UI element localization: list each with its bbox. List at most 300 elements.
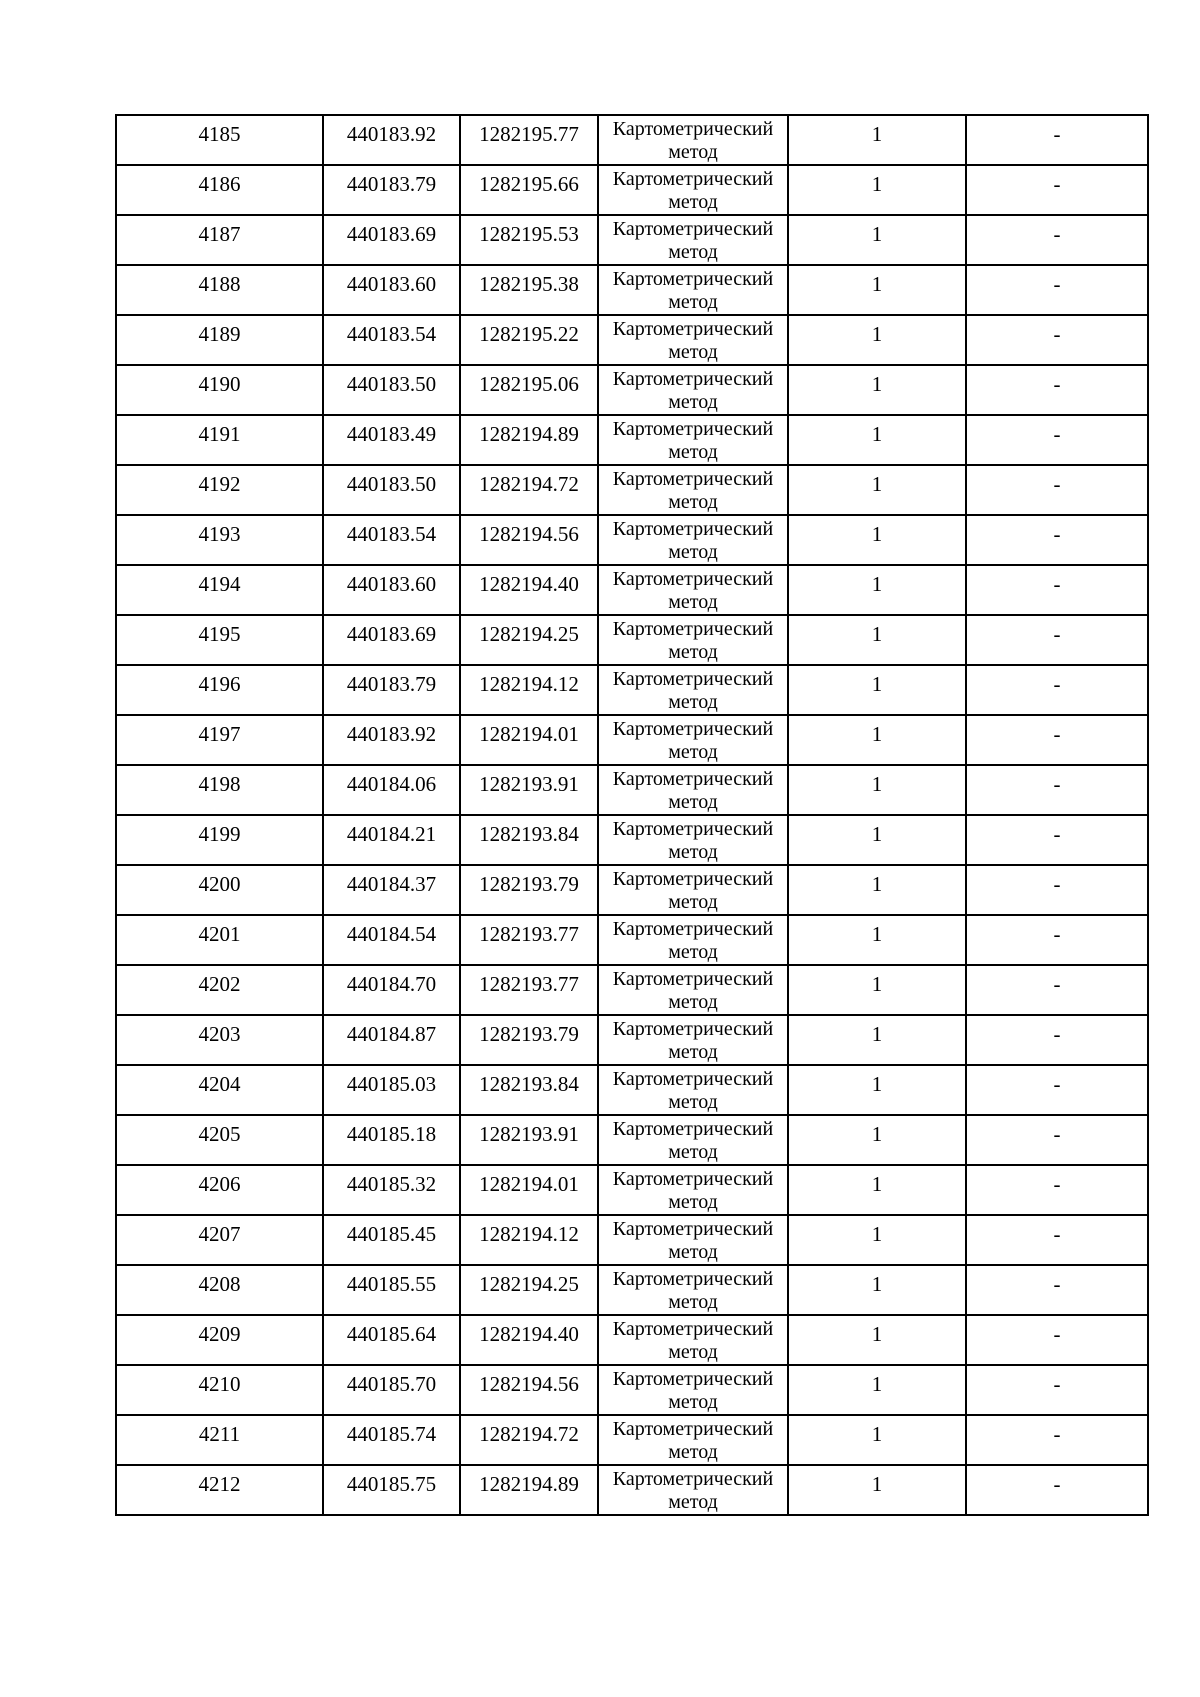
x-coordinate-text: 440185.18 — [346, 1122, 437, 1146]
table-row — [116, 515, 1148, 565]
point-number-text: 4212 — [198, 1472, 241, 1496]
x-coordinate-text: 440184.70 — [346, 972, 437, 996]
note-text: - — [1053, 622, 1061, 646]
point-number-text: 4192 — [198, 472, 241, 496]
note-cell — [966, 1415, 1148, 1465]
method-cell — [598, 1015, 788, 1065]
accuracy-cell — [788, 1215, 966, 1265]
x-coordinate-text: 440185.32 — [346, 1172, 437, 1196]
x-coordinate-cell — [323, 165, 460, 215]
x-coordinate-cell — [323, 1465, 460, 1515]
method-cell — [598, 915, 788, 965]
x-coordinate-cell — [323, 115, 460, 165]
point-number-text: 4202 — [198, 972, 241, 996]
method-line-2: метод — [668, 541, 718, 563]
point-number-text: 4190 — [198, 372, 241, 396]
method-text — [599, 716, 787, 764]
y-coordinate-cell — [460, 1265, 598, 1315]
accuracy-cell — [788, 1315, 966, 1365]
method-line-1: Картометрический — [612, 768, 774, 790]
method-line-1: Картометрический — [612, 318, 774, 340]
accuracy-cell — [788, 115, 966, 165]
point-number-text: 4185 — [198, 122, 241, 146]
y-coordinate-cell — [460, 215, 598, 265]
point-number-text: 4204 — [198, 1072, 241, 1096]
method-line-2: метод — [668, 1491, 718, 1513]
method-text — [599, 1416, 787, 1464]
accuracy-text: 1 — [871, 772, 883, 796]
method-line-2: метод — [668, 1191, 718, 1213]
y-coordinate-cell — [460, 165, 598, 215]
accuracy-text: 1 — [871, 672, 883, 696]
y-coordinate-text: 1282193.84 — [479, 822, 579, 846]
y-coordinate-cell — [460, 1365, 598, 1415]
x-coordinate-text: 440185.75 — [346, 1472, 437, 1496]
y-coordinate-cell — [460, 765, 598, 815]
method-line-1: Картометрический — [612, 1318, 774, 1340]
accuracy-cell — [788, 765, 966, 815]
y-coordinate-text: 1282194.12 — [479, 672, 579, 696]
point-number-cell — [116, 1215, 323, 1265]
point-number-text: 4195 — [198, 622, 241, 646]
y-coordinate-cell — [460, 1465, 598, 1515]
point-number-cell — [116, 1165, 323, 1215]
method-text — [599, 316, 787, 364]
table-row — [116, 365, 1148, 415]
table-row — [116, 415, 1148, 465]
x-coordinate-text: 440183.50 — [346, 472, 437, 496]
method-text — [599, 916, 787, 964]
y-coordinate-text: 1282194.89 — [479, 1472, 579, 1496]
y-coordinate-text: 1282194.72 — [479, 1422, 579, 1446]
accuracy-cell — [788, 415, 966, 465]
method-text — [599, 566, 787, 614]
y-coordinate-cell — [460, 1415, 598, 1465]
point-number-text: 4194 — [198, 572, 241, 596]
y-coordinate-text: 1282195.77 — [479, 122, 579, 146]
note-cell — [966, 415, 1148, 465]
method-cell — [598, 215, 788, 265]
y-coordinate-cell — [460, 815, 598, 865]
method-line-2: метод — [668, 741, 718, 763]
method-text — [599, 266, 787, 314]
point-number-text: 4210 — [198, 1372, 241, 1396]
point-number-text: 4200 — [198, 872, 241, 896]
x-coordinate-cell — [323, 915, 460, 965]
note-text: - — [1053, 422, 1061, 446]
method-line-1: Картометрический — [612, 868, 774, 890]
accuracy-cell — [788, 915, 966, 965]
note-text: - — [1053, 1072, 1061, 1096]
y-coordinate-text: 1282193.84 — [479, 1072, 579, 1096]
note-text: - — [1053, 1372, 1061, 1396]
method-line-2: метод — [668, 441, 718, 463]
accuracy-cell — [788, 615, 966, 665]
method-cell — [598, 115, 788, 165]
method-line-1: Картометрический — [612, 1218, 774, 1240]
y-coordinate-cell — [460, 915, 598, 965]
method-line-1: Картометрический — [612, 818, 774, 840]
method-line-1: Картометрический — [612, 168, 774, 190]
y-coordinate-text: 1282194.89 — [479, 422, 579, 446]
method-line-1: Картометрический — [612, 718, 774, 740]
note-cell — [966, 265, 1148, 315]
method-line-2: метод — [668, 341, 718, 363]
method-line-1: Картометрический — [612, 1018, 774, 1040]
method-cell — [598, 815, 788, 865]
note-cell — [966, 915, 1148, 965]
method-cell — [598, 665, 788, 715]
method-text — [599, 516, 787, 564]
note-text: - — [1053, 572, 1061, 596]
x-coordinate-cell — [323, 715, 460, 765]
accuracy-cell — [788, 1065, 966, 1115]
method-text — [599, 416, 787, 464]
y-coordinate-text: 1282193.77 — [479, 972, 579, 996]
x-coordinate-text: 440185.55 — [346, 1272, 437, 1296]
point-number-text: 4198 — [198, 772, 241, 796]
accuracy-text: 1 — [871, 822, 883, 846]
note-text: - — [1053, 1422, 1061, 1446]
y-coordinate-cell — [460, 515, 598, 565]
table-row — [116, 315, 1148, 365]
accuracy-text: 1 — [871, 722, 883, 746]
note-cell — [966, 315, 1148, 365]
point-number-text: 4186 — [198, 172, 241, 196]
point-number-text: 4187 — [198, 222, 241, 246]
point-number-cell — [116, 915, 323, 965]
table-row — [116, 1215, 1148, 1265]
y-coordinate-text: 1282193.79 — [479, 1022, 579, 1046]
method-cell — [598, 865, 788, 915]
point-number-text: 4196 — [198, 672, 241, 696]
accuracy-text: 1 — [871, 1322, 883, 1346]
accuracy-cell — [788, 465, 966, 515]
y-coordinate-cell — [460, 1065, 598, 1115]
accuracy-cell — [788, 365, 966, 415]
method-cell — [598, 165, 788, 215]
table-row — [116, 1415, 1148, 1465]
point-number-cell — [116, 665, 323, 715]
note-cell — [966, 365, 1148, 415]
point-number-text: 4193 — [198, 522, 241, 546]
method-line-2: метод — [668, 141, 718, 163]
y-coordinate-cell — [460, 1115, 598, 1165]
method-cell — [598, 1415, 788, 1465]
y-coordinate-cell — [460, 865, 598, 915]
point-number-text: 4197 — [198, 722, 241, 746]
point-number-text: 4211 — [198, 1422, 241, 1446]
note-text: - — [1053, 172, 1061, 196]
note-text: - — [1053, 722, 1061, 746]
accuracy-cell — [788, 1015, 966, 1065]
accuracy-text: 1 — [871, 222, 883, 246]
accuracy-text: 1 — [871, 572, 883, 596]
method-line-2: метод — [668, 991, 718, 1013]
note-cell — [966, 665, 1148, 715]
method-text — [599, 1016, 787, 1064]
accuracy-cell — [788, 865, 966, 915]
x-coordinate-text: 440183.92 — [346, 722, 437, 746]
point-number-cell — [116, 865, 323, 915]
accuracy-cell — [788, 1415, 966, 1465]
method-cell — [598, 265, 788, 315]
y-coordinate-cell — [460, 315, 598, 365]
y-coordinate-cell — [460, 365, 598, 415]
accuracy-cell — [788, 1265, 966, 1315]
point-number-text: 4191 — [198, 422, 241, 446]
accuracy-text: 1 — [871, 1072, 883, 1096]
method-text — [599, 216, 787, 264]
table-row — [116, 115, 1148, 165]
note-text: - — [1053, 472, 1061, 496]
point-number-cell — [116, 465, 323, 515]
x-coordinate-text: 440185.70 — [346, 1372, 437, 1396]
x-coordinate-cell — [323, 1065, 460, 1115]
method-line-1: Картометрический — [612, 1168, 774, 1190]
x-coordinate-cell — [323, 515, 460, 565]
y-coordinate-text: 1282193.91 — [479, 1122, 579, 1146]
accuracy-text: 1 — [871, 322, 883, 346]
method-line-2: метод — [668, 1441, 718, 1463]
point-number-cell — [116, 165, 323, 215]
method-text — [599, 766, 787, 814]
point-number-cell — [116, 965, 323, 1015]
x-coordinate-cell — [323, 215, 460, 265]
point-number-cell — [116, 265, 323, 315]
point-number-cell — [116, 615, 323, 665]
method-text — [599, 466, 787, 514]
point-number-cell — [116, 415, 323, 465]
point-number-cell — [116, 1415, 323, 1465]
x-coordinate-cell — [323, 965, 460, 1015]
method-cell — [598, 565, 788, 615]
y-coordinate-text: 1282195.22 — [479, 322, 579, 346]
y-coordinate-cell — [460, 565, 598, 615]
method-cell — [598, 515, 788, 565]
note-cell — [966, 815, 1148, 865]
note-cell — [966, 515, 1148, 565]
x-coordinate-text: 440183.50 — [346, 372, 437, 396]
x-coordinate-text: 440183.49 — [346, 422, 437, 446]
x-coordinate-cell — [323, 665, 460, 715]
x-coordinate-text: 440183.69 — [346, 222, 437, 246]
point-number-cell — [116, 1065, 323, 1115]
accuracy-cell — [788, 815, 966, 865]
x-coordinate-text: 440185.45 — [346, 1222, 437, 1246]
method-cell — [598, 715, 788, 765]
method-cell — [598, 315, 788, 365]
y-coordinate-text: 1282194.40 — [479, 1322, 579, 1346]
point-number-text: 4199 — [198, 822, 241, 846]
x-coordinate-cell — [323, 1315, 460, 1365]
x-coordinate-cell — [323, 1015, 460, 1065]
accuracy-cell — [788, 165, 966, 215]
table-row — [116, 1265, 1148, 1315]
y-coordinate-cell — [460, 415, 598, 465]
x-coordinate-text: 440185.64 — [346, 1322, 437, 1346]
y-coordinate-cell — [460, 115, 598, 165]
point-number-cell — [116, 815, 323, 865]
method-line-1: Картометрический — [612, 118, 774, 140]
x-coordinate-text: 440183.60 — [346, 272, 437, 296]
method-cell — [598, 1065, 788, 1115]
accuracy-text: 1 — [871, 1222, 883, 1246]
note-cell — [966, 965, 1148, 1015]
method-cell — [598, 1165, 788, 1215]
accuracy-cell — [788, 265, 966, 315]
method-cell — [598, 1215, 788, 1265]
accuracy-text: 1 — [871, 1172, 883, 1196]
y-coordinate-text: 1282193.91 — [479, 772, 579, 796]
point-number-text: 4188 — [198, 272, 241, 296]
accuracy-text: 1 — [871, 1022, 883, 1046]
accuracy-cell — [788, 965, 966, 1015]
coordinates-table-body — [116, 115, 1148, 1515]
note-cell — [966, 1365, 1148, 1415]
note-cell — [966, 1165, 1148, 1215]
y-coordinate-cell — [460, 1165, 598, 1215]
method-line-1: Картометрический — [612, 1068, 774, 1090]
accuracy-cell — [788, 1165, 966, 1215]
note-cell — [966, 865, 1148, 915]
y-coordinate-text: 1282194.12 — [479, 1222, 579, 1246]
x-coordinate-text: 440183.79 — [346, 172, 437, 196]
point-number-cell — [116, 565, 323, 615]
y-coordinate-text: 1282195.38 — [479, 272, 579, 296]
method-line-2: метод — [668, 1391, 718, 1413]
method-line-1: Картометрический — [612, 618, 774, 640]
accuracy-text: 1 — [871, 422, 883, 446]
accuracy-text: 1 — [871, 872, 883, 896]
point-number-cell — [116, 1365, 323, 1415]
x-coordinate-text: 440184.21 — [346, 822, 437, 846]
method-text — [599, 366, 787, 414]
point-number-cell — [116, 1265, 323, 1315]
accuracy-cell — [788, 1465, 966, 1515]
method-cell — [598, 965, 788, 1015]
x-coordinate-text: 440183.92 — [346, 122, 437, 146]
method-line-2: метод — [668, 491, 718, 513]
x-coordinate-text: 440183.54 — [346, 322, 437, 346]
method-text — [599, 166, 787, 214]
x-coordinate-text: 440183.69 — [346, 622, 437, 646]
method-line-2: метод — [668, 1241, 718, 1263]
x-coordinate-cell — [323, 1215, 460, 1265]
x-coordinate-cell — [323, 315, 460, 365]
note-cell — [966, 1265, 1148, 1315]
accuracy-text: 1 — [871, 472, 883, 496]
point-number-cell — [116, 365, 323, 415]
method-line-2: метод — [668, 691, 718, 713]
accuracy-cell — [788, 515, 966, 565]
x-coordinate-cell — [323, 865, 460, 915]
accuracy-text: 1 — [871, 172, 883, 196]
table-row — [116, 465, 1148, 515]
x-coordinate-text: 440185.03 — [346, 1072, 437, 1096]
y-coordinate-cell — [460, 715, 598, 765]
method-cell — [598, 1365, 788, 1415]
table-row — [116, 965, 1148, 1015]
note-cell — [966, 1015, 1148, 1065]
table-row — [116, 865, 1148, 915]
note-cell — [966, 1115, 1148, 1165]
accuracy-text: 1 — [871, 372, 883, 396]
x-coordinate-cell — [323, 1265, 460, 1315]
table-row — [116, 1365, 1148, 1415]
method-text — [599, 1266, 787, 1314]
y-coordinate-text: 1282195.66 — [479, 172, 579, 196]
method-line-1: Картометрический — [612, 1368, 774, 1390]
method-text — [599, 1066, 787, 1114]
y-coordinate-text: 1282194.40 — [479, 572, 579, 596]
x-coordinate-text: 440184.87 — [346, 1022, 437, 1046]
method-line-1: Картометрический — [612, 218, 774, 240]
note-text: - — [1053, 972, 1061, 996]
accuracy-text: 1 — [871, 622, 883, 646]
method-line-2: метод — [668, 1341, 718, 1363]
x-coordinate-text: 440183.60 — [346, 572, 437, 596]
x-coordinate-text: 440184.06 — [346, 772, 437, 796]
method-line-1: Картометрический — [612, 1468, 774, 1490]
table-row — [116, 265, 1148, 315]
method-text — [599, 666, 787, 714]
y-coordinate-cell — [460, 615, 598, 665]
note-cell — [966, 115, 1148, 165]
method-cell — [598, 615, 788, 665]
method-text — [599, 1366, 787, 1414]
point-number-cell — [116, 215, 323, 265]
point-number-cell — [116, 1465, 323, 1515]
accuracy-cell — [788, 1365, 966, 1415]
x-coordinate-cell — [323, 815, 460, 865]
note-text: - — [1053, 672, 1061, 696]
note-text: - — [1053, 1272, 1061, 1296]
accuracy-cell — [788, 665, 966, 715]
note-text: - — [1053, 372, 1061, 396]
method-line-2: метод — [668, 791, 718, 813]
note-cell — [966, 1215, 1148, 1265]
method-line-1: Картометрический — [612, 1118, 774, 1140]
y-coordinate-text: 1282193.77 — [479, 922, 579, 946]
table-row — [116, 765, 1148, 815]
method-text — [599, 816, 787, 864]
method-cell — [598, 415, 788, 465]
accuracy-cell — [788, 715, 966, 765]
accuracy-cell — [788, 215, 966, 265]
x-coordinate-text: 440183.54 — [346, 522, 437, 546]
note-text: - — [1053, 822, 1061, 846]
note-text: - — [1053, 772, 1061, 796]
method-line-2: метод — [668, 1091, 718, 1113]
method-cell — [598, 1315, 788, 1365]
note-text: - — [1053, 1172, 1061, 1196]
accuracy-text: 1 — [871, 272, 883, 296]
table-row — [116, 1015, 1148, 1065]
accuracy-text: 1 — [871, 522, 883, 546]
method-line-2: метод — [668, 191, 718, 213]
note-text: - — [1053, 1022, 1061, 1046]
point-number-cell — [116, 1015, 323, 1065]
y-coordinate-text: 1282193.79 — [479, 872, 579, 896]
point-number-text: 4206 — [198, 1172, 241, 1196]
table-row — [116, 615, 1148, 665]
method-line-2: метод — [668, 391, 718, 413]
point-number-text: 4203 — [198, 1022, 241, 1046]
note-text: - — [1053, 322, 1061, 346]
method-line-1: Картометрический — [612, 368, 774, 390]
accuracy-text: 1 — [871, 122, 883, 146]
